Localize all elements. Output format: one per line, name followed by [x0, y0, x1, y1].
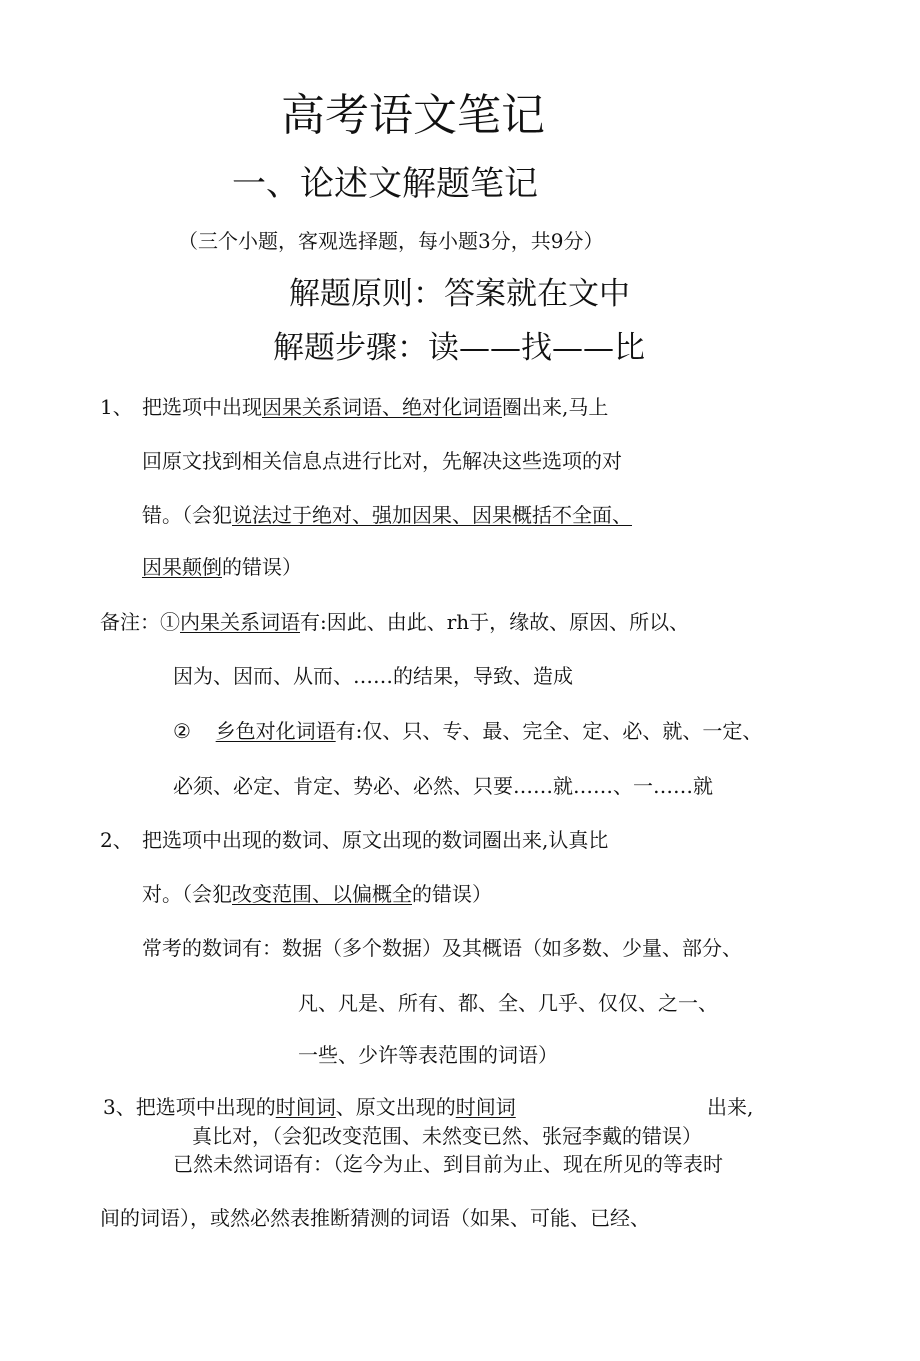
remark-line4: 必须、必定、肯定、势必、必然、只要……就……、一……就: [173, 774, 713, 798]
item2-line5: 一些、少许等表范围的词语）: [298, 1043, 558, 1067]
item1-line1-underlined: 因果关系词语、绝对化词语: [262, 395, 502, 419]
remark-line1: [100, 612, 689, 632]
item1-line3: [142, 505, 632, 525]
item3-line2: 真比对，（会犯改变范围、未然变已然、张冠李戴的错误）: [192, 1124, 702, 1148]
item3-line1-text-a: 3、把选项中出现的: [103, 1095, 276, 1119]
item2-line4: 凡、凡是、所有、都、全、几乎、仅仅、之一、: [298, 991, 718, 1015]
remark-line3-marker: ②: [173, 719, 204, 743]
item1-number: 1、: [100, 395, 133, 419]
item3-line4: 间的词语），或然必然表推断猜测的词语（如果、可能、已经、: [100, 1206, 650, 1230]
item2-line2-text-b: 的错误）: [412, 882, 492, 906]
remark-line1-underlined: 内果关系词语: [180, 610, 300, 634]
item1-line4-underlined: 因果颠倒: [142, 555, 222, 579]
section-title: 一、论述文解题笔记: [232, 164, 538, 204]
item2-line3: 常考的数词有：数据（多个数据）及其概语（如多数、少量、部分、: [142, 936, 742, 960]
item3-line1-end: 出来,: [707, 1095, 754, 1119]
item2-line2: [142, 884, 492, 904]
item1-line4-text-b: 的错误）: [222, 555, 302, 579]
principle-heading: 解题原则：答案就在文中: [289, 276, 630, 312]
item2-line2-underlined: 改变范围、以偏概全: [232, 882, 412, 906]
remark-line1-text: 有:因此、由此、rh于，缘故、原因、所以、: [300, 610, 690, 634]
remark-line3: [173, 721, 762, 741]
item1-line1-text-a: 把选项中出现: [142, 395, 262, 419]
remark-line3-underlined: 乡色对化词语: [215, 719, 336, 743]
item1-line4: [142, 557, 302, 577]
item3-line1-underlined-1: 时间词: [275, 1095, 336, 1119]
item3-line3: 已然未然词语有：（迄今为止、到目前为止、现在所见的等表时: [173, 1152, 723, 1176]
item2-line2-text-a: 对。（会犯: [142, 882, 232, 906]
item1-line1: [142, 397, 608, 417]
item1-line3-underlined: 说法过于绝对、强加因果、因果概括不全面、: [232, 503, 632, 527]
item2-number: 2、: [100, 828, 133, 852]
item1-line2: 回原文找到相关信息点进行比对，先解决这些选项的对: [142, 449, 622, 473]
remark-lead: 备注：①: [100, 610, 180, 634]
remark-line3-text: 有:仅、只、专、最、完全、定、必、就、一定、: [335, 719, 763, 743]
item1-line1-text-b: 圈出来,马上: [502, 395, 609, 419]
section-note: （三个小题，客观选择题，每小题3分，共9分）: [178, 229, 604, 253]
item3-line1-underlined-2: 时间词: [455, 1095, 516, 1119]
item1-line3-text-a: 错。（会犯: [142, 503, 232, 527]
item3-line1-text-b: 、原文出现的: [335, 1095, 456, 1119]
steps-heading: 解题步骤：读——找——比: [273, 330, 645, 366]
remark-line2: 因为、因而、从而、……的结果，导致、造成: [173, 664, 573, 688]
document-title: 高考语文笔记: [281, 90, 545, 141]
item2-line1: 把选项中出现的数词、原文出现的数词圈出来,认真比: [142, 828, 609, 852]
item3-line1: [103, 1097, 516, 1117]
